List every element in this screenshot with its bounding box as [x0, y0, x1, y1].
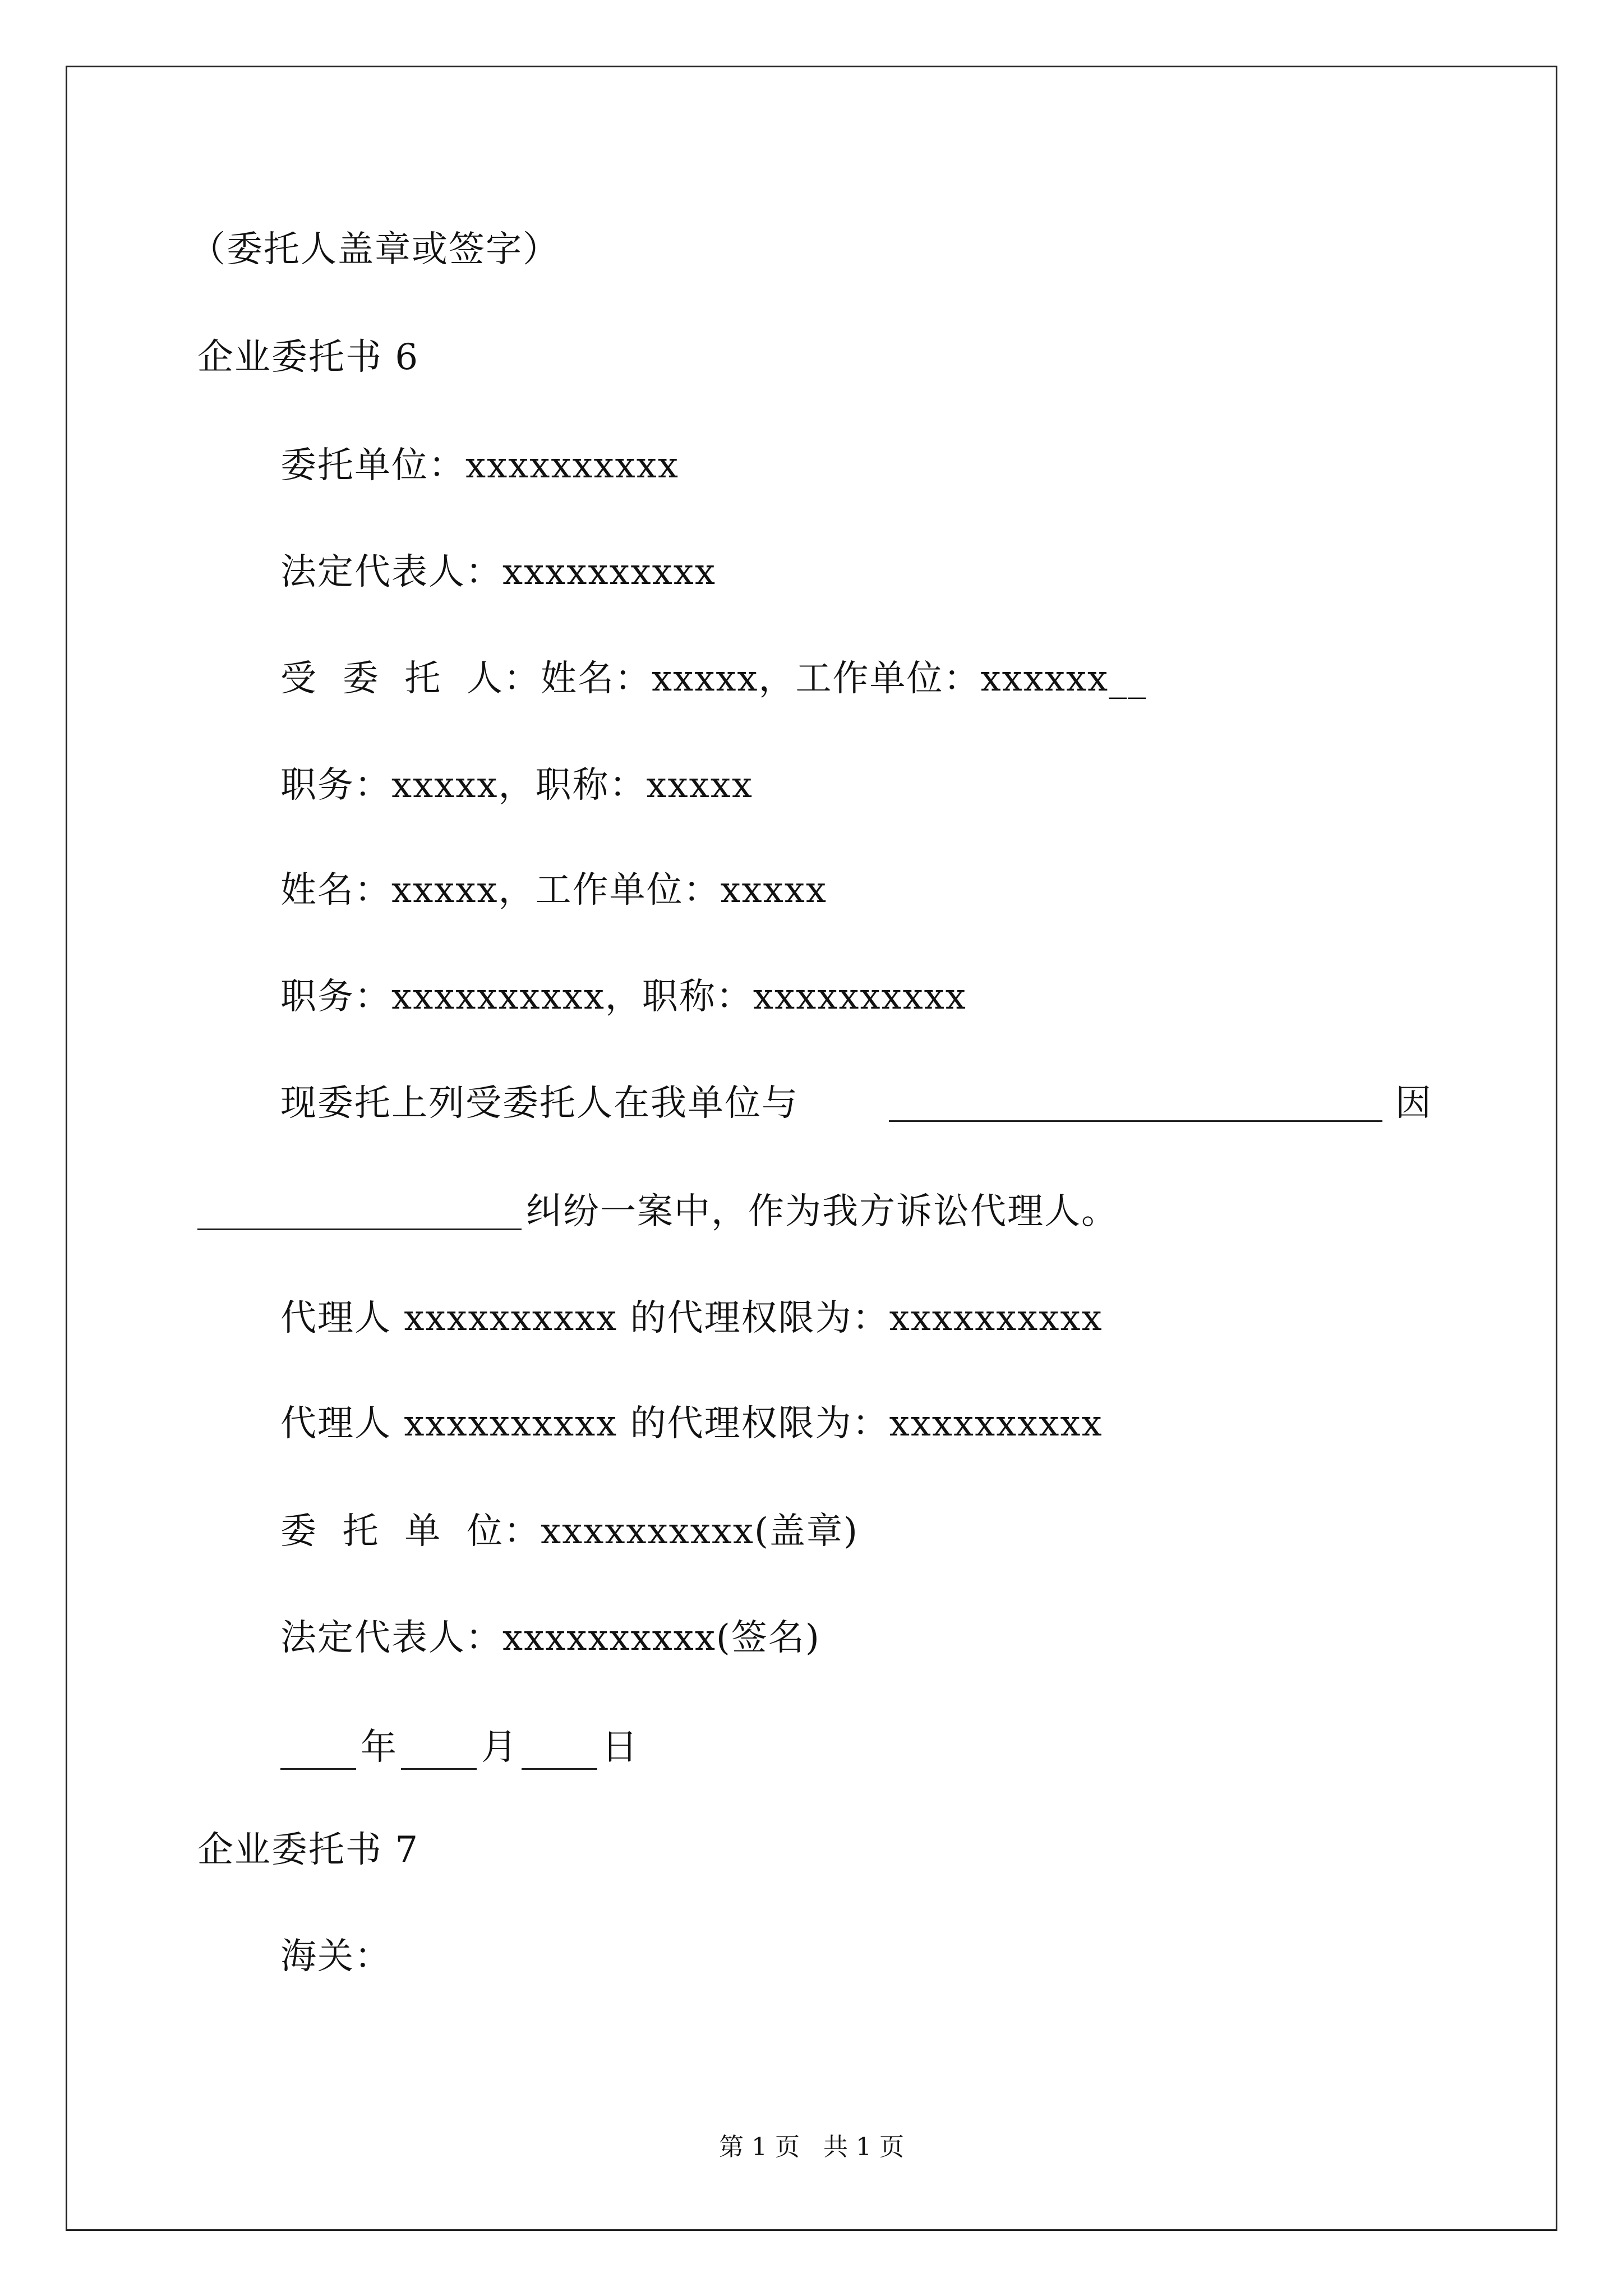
doc-line-entrustment-end: 纠纷一案中，作为我方诉讼代理人。 — [526, 1191, 1118, 1232]
section-heading-6: 企业委托书 6 — [197, 337, 419, 378]
date-unit-year: 年 — [361, 1727, 396, 1768]
date-unit-month: 月 — [481, 1727, 517, 1768]
page-number-footer: 第 1 页 共 1 页 — [719, 2133, 904, 2161]
doc-line-entrustment-cause: 因 — [1395, 1083, 1432, 1124]
doc-line-entrusting-unit: 委托单位：xxxxxxxxxx — [280, 445, 679, 486]
date-line — [280, 1719, 642, 1770]
page-border — [66, 66, 1557, 2231]
doc-line-customs: 海关： — [280, 1936, 391, 1977]
fill-in-blank-dispute — [197, 1228, 522, 1230]
doc-line-legal-representative: 法定代表人：xxxxxxxxxx — [280, 551, 716, 593]
doc-line-signature-note: （委托人盖章或签字） — [190, 229, 560, 270]
date-unit-day: 日 — [602, 1727, 638, 1768]
doc-line-trustee: 受 委 托 人：姓名：xxxxx，工作单位：xxxxxx__ — [280, 658, 1147, 700]
fill-in-blank-party — [889, 1120, 1382, 1122]
doc-line-position-title-2: 职务：xxxxxxxxxx，职称：xxxxxxxxxx — [280, 976, 967, 1018]
doc-line-name-workplace: 姓名：xxxxx，工作单位：xxxxx — [280, 869, 827, 911]
doc-line-agent-authority-1: 代理人 xxxxxxxxxx 的代理权限为：xxxxxxxxxx — [280, 1297, 1103, 1339]
doc-line-unit-seal: 委 托 单 位：xxxxxxxxxx(盖章) — [280, 1511, 859, 1552]
section-heading-7: 企业委托书 7 — [197, 1829, 419, 1871]
doc-line-representative-signature: 法定代表人：xxxxxxxxxx(签名) — [280, 1617, 820, 1659]
fill-in-blank-month — [401, 1729, 477, 1770]
doc-line-agent-authority-2: 代理人 xxxxxxxxxx 的代理权限为：xxxxxxxxxx — [280, 1403, 1103, 1444]
doc-line-position-title-1: 职务：xxxxx，职称：xxxxx — [280, 765, 753, 806]
fill-in-blank-day — [522, 1729, 597, 1770]
fill-in-blank-year — [280, 1729, 356, 1770]
doc-line-entrustment-start: 现委托上列受委托人在我单位与 — [280, 1083, 799, 1124]
